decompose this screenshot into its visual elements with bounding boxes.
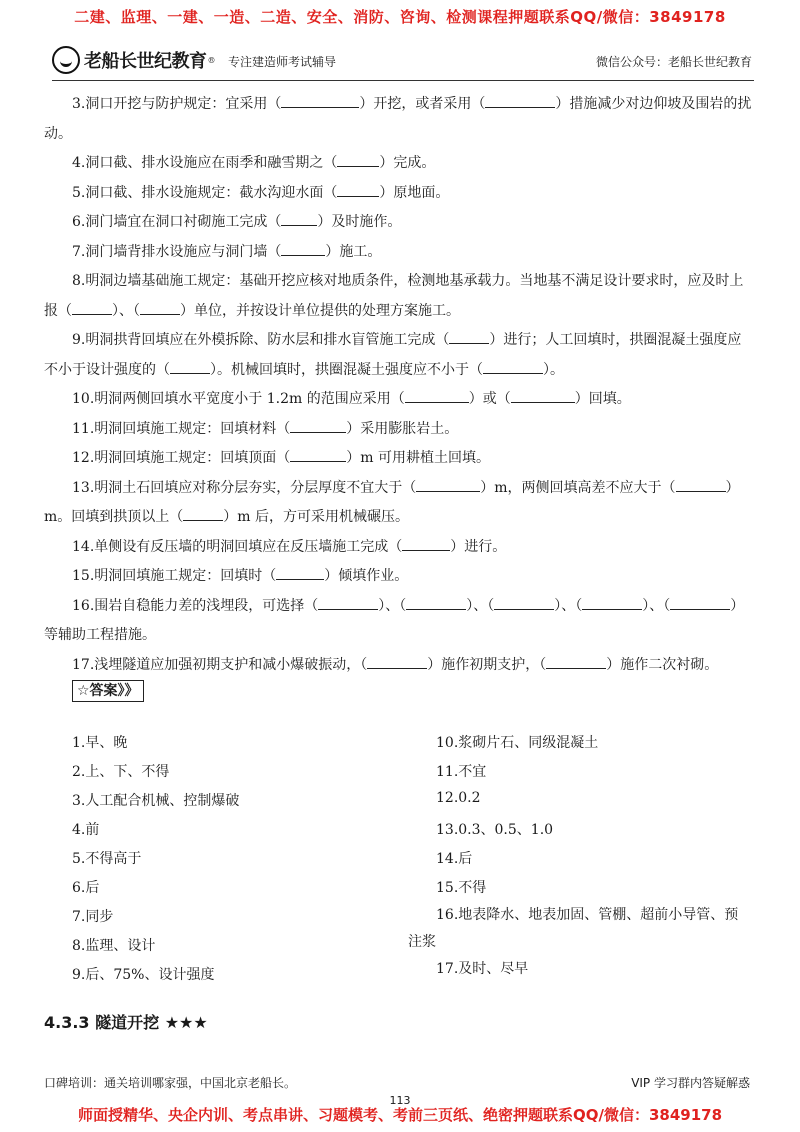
answer-13: 13.0.3、0.5、1.0 — [436, 822, 554, 838]
question-3: 3.洞口开挖与防护规定：宜采用（ ）开挖，或者采用（ ）措施减少对边仰坡及围岩的扰动。 — [44, 90, 754, 149]
page-number: 113 — [389, 1094, 411, 1107]
brand-logo — [52, 46, 216, 74]
question-17: 17.浅埋隧道应加强初期支护和减小爆破振动，（ ）施作初期支护，（ ）施作二次衬砌。 — [44, 651, 754, 681]
footer-slogan: 口碑培训：通关培训哪家强，中国北京老船长。 — [44, 1076, 297, 1090]
footer-vip-note: VIP 学习群内答疑解惑 — [631, 1076, 750, 1090]
answer-9: 9.后、75%、设计强度 — [72, 967, 215, 983]
question-4: 4.洞口截、排水设施应在雨季和融雪期之（ ）完成。 — [44, 149, 754, 179]
answer-4: 4.前 — [72, 822, 100, 838]
bottom-promo-banner: 师面授精华、央企内训、考点串讲、习题模考、考前三页纸、绝密押题联系QQ/微信：3849178 — [77, 1106, 723, 1124]
header-divider — [52, 80, 754, 81]
answer-6: 6.后 — [72, 880, 100, 896]
header-tagline: 专注建造师考试辅导 — [228, 55, 337, 69]
question-list — [44, 90, 754, 680]
top-promo-banner: 二建、监理、一建、一造、二造、安全、消防、咨询、检测课程押题联系QQ/微信：3849178 — [74, 8, 726, 26]
answer-17: 17.及时、尽早 — [436, 961, 529, 977]
answer-7: 7.同步 — [72, 909, 114, 925]
answer-1: 1.早、晚 — [72, 735, 128, 751]
answer-heading: ☆答案》》 — [72, 680, 144, 702]
answer-10: 10.浆砌片石、同级混凝土 — [436, 735, 599, 751]
answer-16: 16.地表降水、地表加固、管棚、超前小导管、预注浆 — [408, 907, 739, 950]
question-6: 6.洞门墙宜在洞口衬砌施工完成（ ）及时施作。 — [44, 208, 754, 238]
question-16: 16.围岩自稳能力差的浅埋段，可选择（ ）、（ ）、（ ）、（ ）、（ ）等辅助工程措施。 — [44, 592, 754, 651]
question-12: 12.明洞回填施工规定：回填顶面（ ）m 可用耕植土回填。 — [44, 444, 754, 474]
answer-14: 14.后 — [436, 851, 473, 867]
question-8: 8.明洞边墙基础施工规定：基础开挖应核对地质条件，检测地基承载力。当地基不满足设计要求时，应及时上报（ ）、（ ）单位，并按设计单位提供的处理方案施工。 — [44, 273, 744, 319]
registered-mark: ® — [207, 55, 216, 65]
answer-3: 3.人工配合机械、控制爆破 — [72, 793, 240, 809]
logo-text: 老船长世纪教育 — [84, 51, 207, 72]
answer-2: 2.上、下、不得 — [72, 764, 170, 780]
question-15: 15.明洞回填施工规定：回填时（ ）倾填作业。 — [44, 562, 754, 592]
question-11: 11.明洞回填施工规定：回填材料（ ）采用膨胀岩土。 — [44, 415, 754, 445]
page-header — [52, 46, 752, 80]
ship-wheel-icon — [52, 46, 80, 74]
question-13: 13.明洞土石回填应对称分层夯实，分层厚度不宜大于（ ）m，两侧回填高差不应大于（ ）m。回填到拱顶以上（ ）m 后，方可采用机械碾压。 — [44, 474, 754, 533]
question-10: 10.明洞两侧回填水平宽度小于 1.2m 的范围应采用（ ）或（ ）回填。 — [44, 385, 754, 415]
section-heading: 4.3.3 隧道开挖 ★★★ — [44, 1013, 208, 1032]
question-5: 5.洞口截、排水设施规定：截水沟迎水面（ ）原地面。 — [44, 179, 754, 209]
question-9: 9.明洞拱背回填应在外模拆除、防水层和排水盲管施工完成（ ）进行；人工回填时，拱圈混凝土强度应不小于设计强度的（ ）。机械回填时，拱圈混凝土强度应不小于（ ）。 — [44, 326, 754, 385]
header-wechat: 微信公众号：老船长世纪教育 — [595, 55, 752, 69]
answer-11: 11.不宜 — [436, 764, 487, 780]
question-14: 14.单侧设有反压墙的明洞回填应在反压墙施工完成（ ）进行。 — [44, 533, 754, 563]
answer-15: 15.不得 — [436, 880, 487, 896]
question-7: 7.洞门墙背排水设施应与洞门墙（ ）施工。 — [44, 238, 754, 268]
answer-12: 12.0.2 — [436, 790, 481, 806]
answer-8: 8.监理、设计 — [72, 938, 156, 954]
answer-5: 5.不得高于 — [72, 851, 142, 867]
